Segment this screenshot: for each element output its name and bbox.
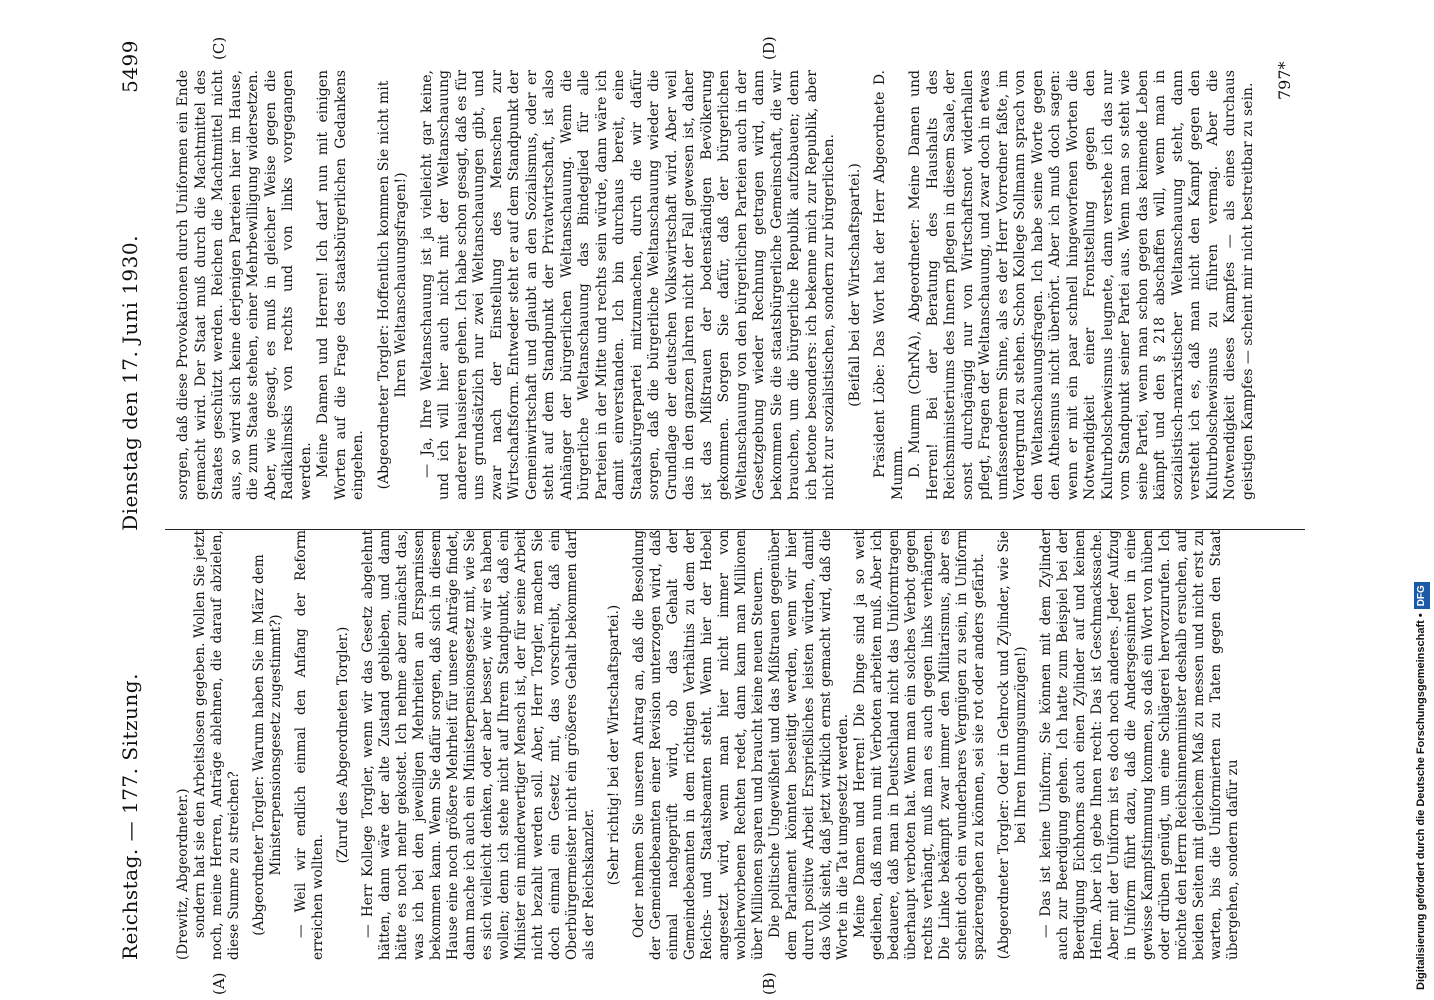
margin-marker-a: (A) [210, 972, 228, 995]
footer-number: 797* [1275, 61, 1294, 100]
paragraph: — Weil wir endlich einmal den Anfang der Reform erreichen wollten. [293, 530, 326, 960]
paragraph: Die politische Ungewißheit und das Mißtrauen gegenüber dem Parlament könnten beseitigt werden, wenn wir hier durch positive Arbeit Ersprießliches leisten würden, damit das Volk sieht, daß jetzt wirklich ernst gemacht wird, daß die Worte in die Tat umgesetzt werden. [767, 530, 851, 960]
interjection: (Abgeordneter Torgler: Warum haben Sie im März dem Ministerpensionsgesetz zugestimmt?) [251, 554, 284, 936]
paragraph: Meine Damen und Herren! Die Dinge sind ja so weit gediehen, daß man nun mit Verboten arbeiten muß. Aber ich bedauere, daß man in Deutschland nicht das Uniformtragen überhaupt verboten hat. Wenn man ein solches Verbot gegen rechts verhängt, muß man es auch gegen links verhängen. Die Linke bekämpft zwar immer den Militarismus, aber es scheint doch ein wunderbares Vergnügen zu sein, in Uniform spazierengehen zu können, sei sie rot oder anders gefärbt. [852, 530, 987, 960]
paragraph: — Ja, Ihre Weltanschauung ist ja vielleicht gar keine, und ich will hier auch nicht mit der Weltanschauung anderer hausieren gehen. Ich habe schon gesagt, daß es für uns grundsätzlich nur zwei Weltanschauungen gibt, und zwar nach der Einstellung des Menschen zur Wirtschaftsform. Entweder steht er auf dem Standpunkt der Gemeinwirtschaft und glaubt an den Sozialismus, oder er steht auf dem Standpunkt der Privatwirtschaft, ist also Anhänger der bürgerlichen Weltanschauung. Wenn die bürgerliche Weltanschauung das Bindeglied für alle Parteien in der Mitte und rechts sein würde, dann wäre ich damit einverstanden. Ich bin durchaus bereit, eine Staatsbürgerpartei mitzumachen, durch die wir dafür sorgen, daß die bürgerliche Weltanschauung wieder die Grundlage der deutschen Volkswirtschaft wird. Aber weil das in den ganzen Jahren nicht der Fall gewesen ist, daher ist das Mißtrauen der bodenständigen Bevölkerung gekommen. Sorgen Sie dafür, daß der bürgerlichen Weltanschauung von den bürgerlichen Parteien auch in der Gesetzgebung wieder Rechnung getragen wird, dann bekommen Sie die staatsbürgerliche Gemeinschaft, die wir brauchen, um die bürgerliche Republik aufzubauen; denn ich betone besonders: ich bekenne mich zur Republik, aber nicht zur sozialistischen, sondern zur bürgerlichen. [418, 70, 837, 500]
credit-text: Digitalisierung gefördert durch die Deutsche Forschungsgemeinschaft • [1415, 613, 1427, 990]
left-column [175, 530, 1242, 960]
paragraph: D. Mumm (ChrNA), Abgeordneter: Meine Damen und Herren! Bei der Beratung des Haushalts des Reichsministeriums des Innern pflegen in diesem Saale, der sonst durchgängig nur von Wirtschaftsnot widerhallen pflegt, Fragen der Weltanschauung, und zwar doch in etwas umfassenderem Sinne, als es der Herr Vorredner faßte, im Vordergrund zu stehen. Schon Kollege Sollmann sprach von den Weltanschauungsfragen. Ich habe seine Worte gegen den Atheismus nicht überhört. Aber ich muß doch sagen: wenn er mit ein paar schnell hingeworfenen Worten die Notwendigkeit einer Frontstellung gegen den Kulturbolschewismus leugnete, dann verstehe ich das nur vom Standpunkt seiner Partei aus. Wenn man so steht wie seine Partei, wenn man schon gegen das keimende Leben kämpft und den § 218 abschaffen will, wenn man in sozialistisch-marxistischer Weltanschauung steht, dann versteht ich es, daß man nicht den Kampf gegen den Kulturbolschewismus zu führen vermag. Aber die Notwendigkeit dieses Kampfes — als eines durchaus geistigen Kampfes — scheint mir nicht bestreitbar zu sein. [907, 70, 1256, 500]
interjection: (Zuruf des Abgeordneten Torgler.) [335, 626, 351, 864]
paragraph: sorgen, daß diese Provokationen durch Uniformen ein Ende gemacht wird. Der Staat muß durch die Machtmittel des Staates geschützt werden. Reichen die Machtmittel nicht aus, so wird sich keine derjenigen Parteien hier im Hause, die zum Staate stehen, einer Mehrbewilligung widersetzen. Aber, wie gesagt, es muß in gleicher Weise gegen die Radikalinskis von rechts und von links vorgegangen werden. [175, 70, 314, 500]
speaker-line: (Drewitz, Abgeordneter.) [175, 788, 191, 960]
right-column [175, 70, 1257, 500]
dfg-credit [1406, 10, 1428, 990]
interjection: (Sehr richtig! bei der Wirtschaftspartei.) [606, 604, 622, 886]
header-date: Dienstag den 17. Juni 1930. [118, 235, 142, 531]
page-header [110, 40, 150, 960]
margin-marker-d: (D) [760, 36, 778, 60]
paragraph: — Das ist keine Uniform; Sie können mit dem Zylinder auch zur Beerdigung gehen. Ich hatte zum Beispiel bei der Beerdigung Eichhorns auch einen Zylinder auf und keinen Helm. Aber ich gebe Ihnen recht: Das ist Geschmackssache. Aber mit der Uniform ist es doch noch anderes. Jeder Aufzug in Uniform führt dazu, daß die Andersgesinnten in eine gewisse Kampfstimmung kommen, so daß ein Wort von hüben oder drüben genügt, um eine Schlägerei hervorzurufen. Ich möchte den Herrn Reichsinnenminister deshalb ersuchen, auf beiden Seiten mit gleichem Maß zu messen und nicht erst zu warten, bis die Uniformierten zu Taten gegen den Staat übergehen, sondern dafür zu [1038, 530, 1241, 960]
paragraph: Oder nehmen Sie unseren Antrag an, daß die Besoldung der Gemeindebeamten einer Revision unterzogen wird, daß einmal nachgeprüft wird, ob das Gehalt der Gemeindebeamten in dem richtigen Verhältnis zu dem der Reichs- und Staatsbeamten steht. Wenn hier der Hebel angesetzt wird, wenn man hier nicht immer von wohlerworbenen Rechten redet, dann kann man Millionen über Millionen sparen und braucht keine neuen Steuern. [631, 530, 766, 960]
dfg-logo: DFG [1414, 582, 1430, 609]
rotated-page [60, 0, 1360, 1000]
paragraph: Meine Damen und Herren! Ich darf nun mit einigen Worten auf die Frage des staatsbürgerlichen Gedankens eingehen. [315, 70, 366, 500]
page-number: 5499 [118, 40, 142, 93]
paragraph: — Herr Kollege Torgler, wenn wir das Gesetz abgelehnt hätten, dann wäre der alte Zustand geblieben, und dann hätte es noch mehr gekostet. Ich nehme aber zunächst das, was ich bei den jeweiligen Mehrheiten an Ersparnissen bekommen kann. Wenn Sie dafür sorgen, daß sich in diesem Hause eine noch größere Mehrheit für unsere Anträge findet, dann mache ich auch ein Ministerpensionsgesetz mit, wie Sie es sich vielleicht denken, oder aber besser, wie wir es haben wollen; denn ich stehe nicht auf Ihrem Standpunkt, daß ein Minister ein minderwertiger Mensch ist, der für seine Arbeit nicht bezahlt werden soll. Aber, Herr Torgler, machen Sie doch einmal ein Gesetz mit, das vorschreibt, daß ein Oberbürgermeister nicht ein größeres Gehalt bekommen darf als der Reichskanzler. [360, 530, 597, 960]
paragraph: sondern hat sie den Arbeitslosen gegeben. Wollen Sie jetzt noch, meine Herren, Anträge ablehnen, die darauf abzielen, diese Summe zu streichen? [192, 530, 242, 960]
margin-marker-c: (C) [210, 36, 228, 60]
interjection: (Abgeordneter Torgler: Hoffentlich kommen Sie nicht mit Ihren Weltanschauungsfragen!) [375, 80, 409, 490]
interjection: (Abgeordneter Torgler: Oder in Gehrock und Zylinder, wie Sie bei Ihren Innungsumzügen!) [996, 530, 1029, 960]
header-left: Reichstag. — 177. Sitzung. [118, 673, 142, 960]
margin-marker-b: (B) [760, 972, 778, 995]
president-line: Präsident Löbe: Das Wort hat der Herr Abgeordnete D. Mumm. [872, 70, 906, 500]
interjection: (Beifall bei der Wirtschaftspartei.) [846, 163, 863, 407]
